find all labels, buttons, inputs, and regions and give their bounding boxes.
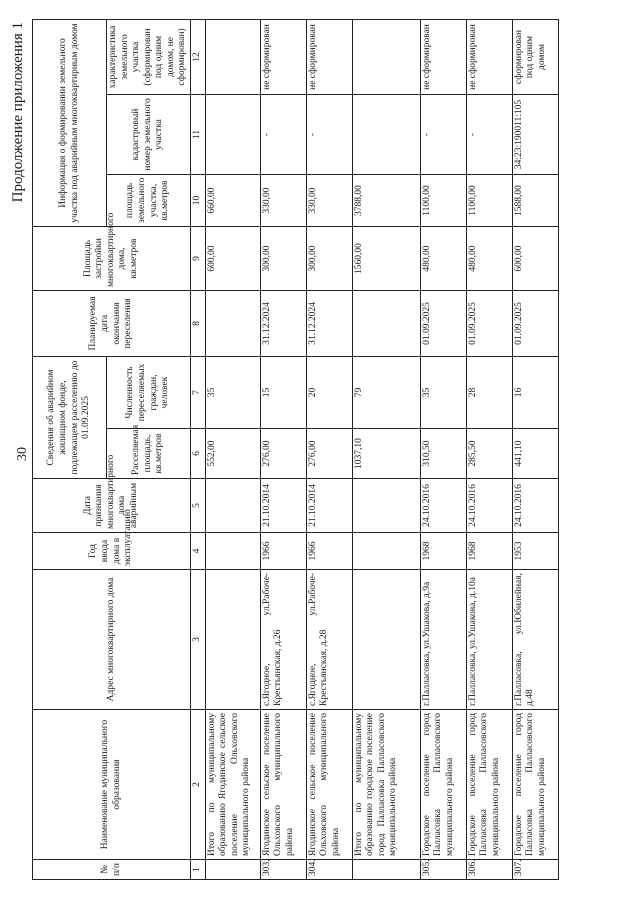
cell-year: 1966 (260, 533, 306, 570)
table-row (260, 20, 306, 880)
cell-year (352, 533, 420, 570)
cell-cadastral (205, 95, 260, 175)
appendix-continuation: Продолжение приложения 1 (10, 22, 26, 203)
col-number: 9 (191, 227, 206, 291)
cell-recognized-date: 24.10.2016 (466, 479, 512, 533)
col-number: 2 (191, 710, 206, 860)
cell-land-characteristic (352, 20, 420, 95)
table-row (306, 20, 352, 880)
cell-num: 306. (466, 860, 512, 880)
cell-land-characteristic: не сформирован (306, 20, 352, 95)
cell-built-area: 480,00 (420, 227, 466, 291)
cell-land-area: 330,00 (306, 175, 352, 227)
cell-recognized-date (205, 479, 260, 533)
cell-year (205, 533, 260, 570)
cell-land-characteristic: не сформирован (260, 20, 306, 95)
cell-residents: 79 (352, 357, 420, 429)
cell-planned-end: 31.12.2024 (260, 291, 306, 357)
cell-planned-end: 01.09.2025 (512, 291, 558, 357)
cell-num: 303. (260, 860, 306, 880)
cell-address: с.Ягодное, ул.Рабоче-Крестьянская, д.28 (306, 570, 352, 710)
table-header (33, 20, 206, 880)
cell-address: г.Палласовка, ул.Юбилейная, д.48 (512, 570, 558, 710)
cell-address: г.Палласовка, ул.Ушакова, д.9а (420, 570, 466, 710)
cell-cadastral: - (260, 95, 306, 175)
cell-recognized-date: 24.10.2016 (512, 479, 558, 533)
cell-num: 304. (306, 860, 352, 880)
cell-num (205, 860, 260, 880)
cell-residents: 35 (420, 357, 466, 429)
col-number: 3 (191, 570, 206, 710)
cell-land-characteristic: не сформирован (466, 20, 512, 95)
cell-land-characteristic: сформирован под одним домом (512, 20, 558, 95)
col-number: 11 (191, 95, 206, 175)
cell-built-area: 600,00 (512, 227, 558, 291)
cell-cadastral: - (420, 95, 466, 175)
header-num: № п/п (33, 860, 191, 880)
table-row (466, 20, 512, 880)
cell-municipality: Итого по муниципальному образованию Ягодинское сельское поселение Ольховского муниципального района (205, 710, 260, 860)
cell-year: 1968 (420, 533, 466, 570)
cell-num: 307. (512, 860, 558, 880)
header-land-characteristic: характеристика земельного участка (сформирован под одним домом, не сформирован) (107, 20, 191, 95)
col-number: 5 (191, 479, 206, 533)
cell-built-area: 1560,00 (352, 227, 420, 291)
cell-land-area: 3788,00 (352, 175, 420, 227)
cell-residents: 35 (205, 357, 260, 429)
cell-num: 305. (420, 860, 466, 880)
cell-municipality: Городское поселение город Палласовка Палласовского муниципального района (466, 710, 512, 860)
cell-recognized-date: 21.10.2014 (260, 479, 306, 533)
header-planned-end: Планируемая дата окончания переселения (33, 291, 191, 357)
cell-built-area: 300,00 (306, 227, 352, 291)
table-row (205, 20, 260, 880)
cell-address (352, 570, 420, 710)
cell-recognized-date (352, 479, 420, 533)
cell-area-resettled: 441,10 (512, 429, 558, 479)
header-built-area: Площадь застройки многоквартирного дома, кв.метров (33, 227, 191, 291)
cell-area-resettled: 276,00 (306, 429, 352, 479)
cell-address: г.Палласовка, ул.Ушакова, д.10а (466, 570, 512, 710)
cell-recognized-date: 24.10.2016 (420, 479, 466, 533)
col-number: 6 (191, 429, 206, 479)
header-fund-group: Сведения об аварийном жилищном фонде, подлежащем расселению до 01.09.2025 (33, 357, 107, 479)
cell-area-resettled: 285,50 (466, 429, 512, 479)
header-municipality: Наименование муниципального образования (33, 710, 191, 860)
cell-area-resettled: 552,00 (205, 429, 260, 479)
cell-area-resettled: 276,00 (260, 429, 306, 479)
cell-land-characteristic (205, 20, 260, 95)
col-number: 10 (191, 175, 206, 227)
header-cadastral: кадастровый номер земельного участка (107, 95, 191, 175)
header-address: Адрес многоквартирного дома (33, 570, 191, 710)
resettlement-table (32, 19, 559, 880)
cell-built-area: 480,00 (466, 227, 512, 291)
col-number: 12 (191, 20, 206, 95)
cell-cadastral (352, 95, 420, 175)
header-recognized-date: Дата признания многоквартирного дома аварийным (33, 479, 191, 533)
cell-area-resettled: 310,50 (420, 429, 466, 479)
cell-built-area: 300,00 (260, 227, 306, 291)
cell-land-area: 1100,00 (420, 175, 466, 227)
col-number: 8 (191, 291, 206, 357)
cell-municipality: Городское поселение город Палласовка Палласовского муниципального района (512, 710, 558, 860)
cell-land-characteristic: не сформирован (420, 20, 466, 95)
cell-num (352, 860, 420, 880)
col-number: 4 (191, 533, 206, 570)
cell-land-area: 1100,00 (466, 175, 512, 227)
cell-year: 1968 (466, 533, 512, 570)
cell-planned-end (352, 291, 420, 357)
header-land-group: Информация о формировании земельного участка под аварийным многоквартирным домом (33, 20, 107, 227)
table-body (205, 20, 558, 880)
cell-cadastral: - (466, 95, 512, 175)
col-number: 7 (191, 357, 206, 429)
cell-land-area: 660,00 (205, 175, 260, 227)
cell-land-area: 330,00 (260, 175, 306, 227)
cell-municipality: Ягодинское сельское поселение Ольховского муниципального района (306, 710, 352, 860)
cell-residents: 28 (466, 357, 512, 429)
cell-planned-end: 01.09.2025 (466, 291, 512, 357)
col-number: 1 (191, 860, 206, 880)
cell-year: 1966 (306, 533, 352, 570)
table-row (420, 20, 466, 880)
cell-municipality: Ягодинское сельское поселение Ольховского муниципального района (260, 710, 306, 860)
page-number: 30 (15, 447, 30, 461)
cell-planned-end (205, 291, 260, 357)
cell-year: 1953 (512, 533, 558, 570)
cell-residents: 16 (512, 357, 558, 429)
cell-cadastral: - (306, 95, 352, 175)
header-land-area: площадь земельного участка, кв.метров (107, 175, 191, 227)
column-number-row (191, 20, 206, 880)
cell-residents: 15 (260, 357, 306, 429)
header-area-resettled: Расселяемая площадь, кв.метров (107, 429, 191, 479)
cell-residents: 20 (306, 357, 352, 429)
cell-land-area: 1588,00 (512, 175, 558, 227)
table-row (512, 20, 558, 880)
cell-area-resettled: 1037,10 (352, 429, 420, 479)
cell-municipality: Городское поселение город Палласовка Палласовского муниципального района (420, 710, 466, 860)
cell-address (205, 570, 260, 710)
cell-address: с.Ягодное, ул.Рабоче-Крестьянская, д.26 (260, 570, 306, 710)
header-residents: Численность переселяемых граждан, человек (107, 357, 191, 429)
cell-municipality: Итого по муниципальному образованию городское поселение город Палласовка Палласовского муниципального района (352, 710, 420, 860)
cell-built-area: 600,00 (205, 227, 260, 291)
table-row (352, 20, 420, 880)
cell-recognized-date: 21.10.2014 (306, 479, 352, 533)
cell-planned-end: 01.09.2025 (420, 291, 466, 357)
header-year: Год ввода дома в эксплуатацию (33, 533, 191, 570)
cell-planned-end: 31.12.2024 (306, 291, 352, 357)
cell-cadastral: 34:23:190011:105 (512, 95, 558, 175)
